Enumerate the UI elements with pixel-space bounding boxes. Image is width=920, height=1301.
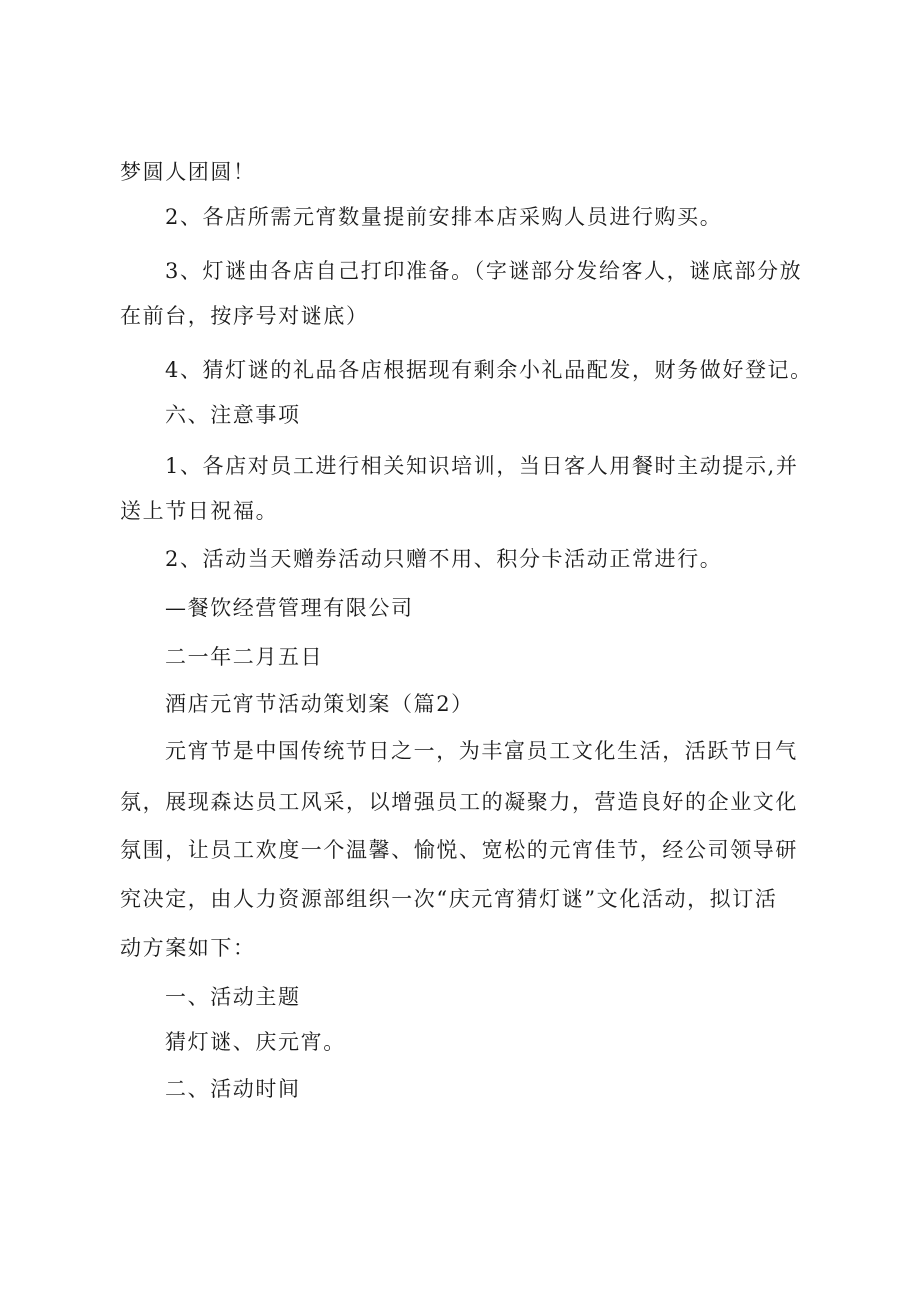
paragraph-line: 究决定，由人力资源部组织一次“庆元宵猜灯谜”文化活动，拟订活	[120, 887, 778, 911]
paragraph-line: 4、猜灯谜的礼品各店根据现有剩余小礼品配发，财务做好登记。	[165, 358, 813, 382]
paragraph-line: 1、各店对员工进行相关知识培训，当日客人用餐时主动提示,并	[165, 454, 799, 478]
paragraph-line: 猜灯谜、庆元宵。	[165, 1030, 346, 1054]
section-heading: 一、活动主题	[165, 985, 301, 1009]
section-heading: 二、活动时间	[165, 1077, 301, 1101]
paragraph-line: 氛，展现森达员工风采，以增强员工的凝聚力，营造良好的企业文化	[120, 790, 798, 814]
document-title: 酒店元宵节活动策划案（篇2）	[165, 692, 474, 716]
paragraph-line: 元宵节是中国传统节日之一，为丰富员工文化生活，活跃节日气	[165, 739, 798, 763]
paragraph-line: 送上节日祝福。	[120, 499, 279, 523]
date-line: 二一年二月五日	[165, 645, 324, 669]
paragraph-line: 梦圆人团圆！	[120, 160, 256, 184]
paragraph-line: 氛围，让员工欢度一个温馨、愉悦、宽松的元宵佳节，经公司领导研	[120, 838, 798, 862]
paragraph-line: 2、各店所需元宵数量提前安排本店采购人员进行购买。	[165, 205, 723, 229]
paragraph-line: 3、灯谜由各店自己打印准备。（字谜部分发给客人，谜底部分放	[165, 259, 803, 283]
company-name: —餐饮经营管理有限公司	[165, 596, 414, 620]
paragraph-line: 动方案如下：	[120, 936, 256, 960]
paragraph-line: 2、活动当天赠券活动只赠不用、积分卡活动正常进行。	[165, 547, 723, 571]
paragraph-line: 在前台，按序号对谜底）	[120, 304, 369, 328]
section-heading: 六、注意事项	[165, 403, 301, 427]
